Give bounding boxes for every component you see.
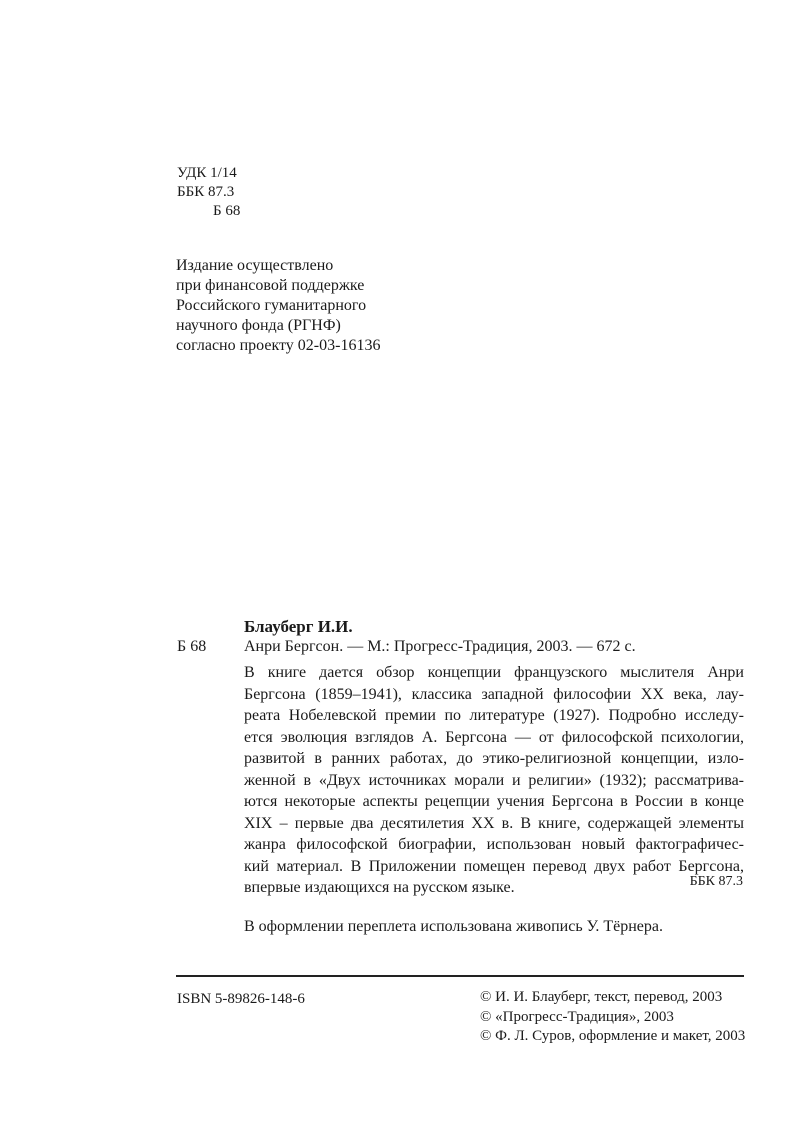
bibliographic-entry: Анри Бергсон. — М.: Прогресс-Традиция, 2003. — 672 с.	[244, 638, 636, 655]
bbk-index-right: ББК 87.3	[689, 874, 743, 889]
funding-line: научного фонда (РГНФ)	[176, 317, 341, 334]
annotation-line: жанра философской биографии, использован новый фактографичес-	[244, 836, 744, 853]
annotation-line: ется эволюция взглядов А. Бергсона — от философской психологии,	[244, 728, 744, 746]
annotation-line: впервые издающихся на русском языке.	[244, 879, 515, 896]
annotation-line: реата Нобелевской премии по литературе (1927). Подробно исследу-	[244, 707, 744, 724]
copyright-block	[480, 988, 745, 1047]
author-mark: Б 68	[213, 203, 241, 219]
udk-code: УДК 1/14	[177, 165, 237, 181]
annotation-line: развитой в ранних работах, до этико-религиозной концепции, изло-	[244, 750, 744, 767]
copyright-line: © «Прогресс-Традиция», 2003	[480, 1008, 674, 1025]
cover-note: В оформлении переплета использована живопись У. Тёрнера.	[244, 918, 663, 935]
copyright-line: © И. И. Блауберг, текст, перевод, 2003	[480, 989, 723, 1005]
annotation	[244, 662, 744, 899]
funding-line: при финансовой поддержке	[176, 277, 365, 294]
copyright-line: © Ф. Л. Суров, оформление и макет, 2003	[480, 1028, 746, 1044]
funding-line: Российского гуманитарного	[176, 297, 367, 314]
funding-note	[176, 256, 380, 356]
annotation-line: кий материал. В Приложении помещен перевод двух работ Бергсона,	[244, 857, 744, 875]
divider-rule	[176, 975, 744, 977]
annotation-line: Бергсона (1859–1941), классика западной философии XX века, лау-	[244, 685, 744, 703]
annotation-line: XIX – первые два десятилетия XX в. В книге, содержащей элементы	[244, 814, 744, 832]
annotation-line: ются некоторые аспекты рецепции учения Бергсона в России в конце	[244, 793, 744, 810]
book-author-mark: Б 68	[177, 638, 207, 655]
funding-line: Издание осуществлено	[176, 257, 334, 274]
funding-line: согласно проекту 02-03-16136	[176, 337, 381, 354]
annotation-line: В книге дается обзор концепции французского мыслителя Анри	[244, 664, 744, 681]
isbn: ISBN 5-89826-148-6	[177, 991, 305, 1007]
annotation-line: женной в «Двух источниках морали и религии» (1932); рассматрива-	[244, 771, 744, 789]
book-author: Блауберг И.И.	[244, 617, 353, 636]
bbk-code: ББК 87.3	[177, 184, 235, 200]
